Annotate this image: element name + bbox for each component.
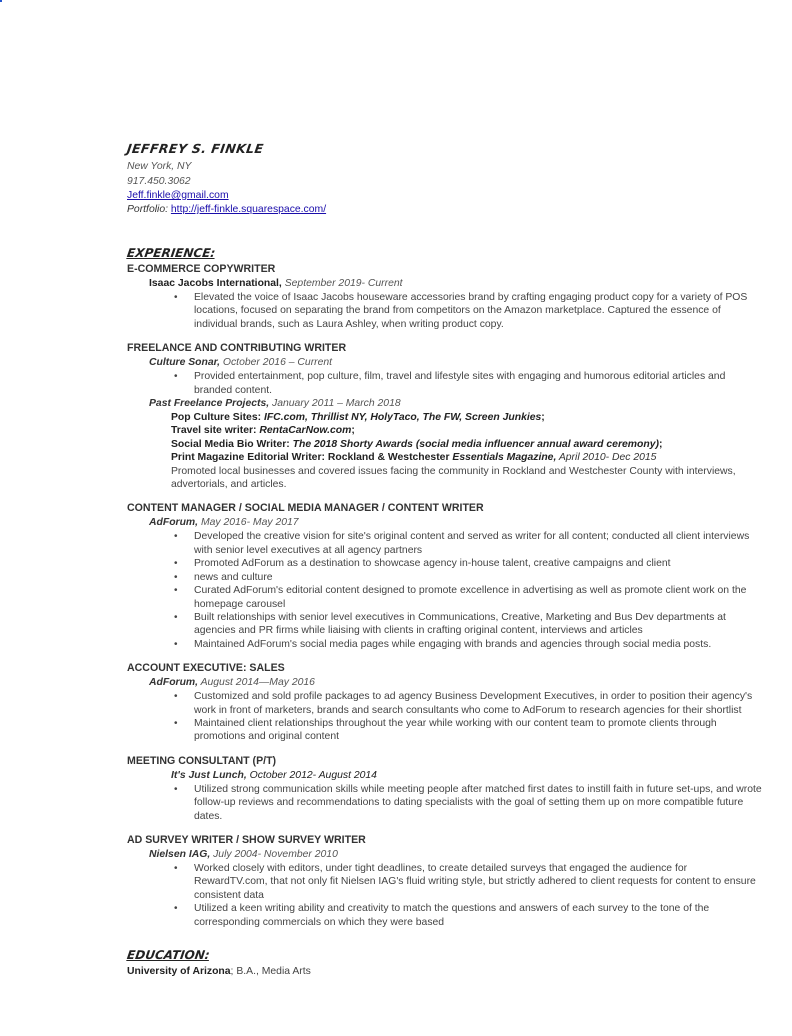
bullet-item: • Elevated the voice of Isaac Jacobs houseware accessories brand by crafting engaging product copy for a variety of POS locations, focused on separating the brand from competitors on the Amazon marketplace. Captured the essence of individual brands, such as Laura Ashley, when writing product copy. xyxy=(174,291,763,331)
job-title: FREELANCE AND CONTRIBUTING WRITER xyxy=(127,342,347,355)
job-meeting-consultant xyxy=(127,755,763,823)
experience-heading: EXPERIENCE: xyxy=(126,245,217,260)
print-description: Promoted local businesses and covered issues facing the community in Rockland and Westchester County with interviews, advertorials, and articles. xyxy=(171,465,736,491)
print-label: Print Magazine Editorial Writer: Rockland & Westchester xyxy=(171,452,453,464)
print-magazine: Essentials Magazine, xyxy=(452,452,557,464)
dates: July 2004- November 2010 xyxy=(210,848,338,860)
portfolio-label: Portfolio: xyxy=(127,204,171,216)
company: It's Just Lunch, xyxy=(171,769,247,781)
employer-line xyxy=(127,356,763,370)
travel-end: ; xyxy=(351,425,355,437)
job-freelance xyxy=(127,342,763,491)
dates: October 2016 – Current xyxy=(220,357,333,369)
school-name: University of Arizona xyxy=(127,966,231,978)
dates: October 2012- August 2014 xyxy=(246,769,377,781)
portfolio-link[interactable]: http://jeff-finkle.squarespace.com/ xyxy=(170,204,327,216)
bullet-item: • Provided entertainment, pop culture, film, travel and lifestyle sites with engaging and humorous editorial articles and branded content. xyxy=(174,370,763,397)
bullet-item: • Curated AdForum's editorial content designed to promote excellence in advertising as well as promote client work on the homepage carousel xyxy=(174,584,763,611)
print-dates: April 2010- Dec 2015 xyxy=(556,452,657,464)
bullet-item: • Utilized a keen writing ability and creativity to match the questions and answers of each survey to the tone of the corresponding commercials on which they were based xyxy=(174,902,763,929)
pop-culture-end: ; xyxy=(541,412,545,424)
email-link[interactable]: Jeff.finkle@gmail.com xyxy=(127,190,229,201)
travel-site: RentaCarNow.com xyxy=(259,425,352,437)
bullet-item: • Promoted AdForum as a destination to showcase agency in-house talent, creative campaigns and client xyxy=(174,557,763,570)
social-bio-end: ; xyxy=(658,438,663,450)
past-projects-label: Past Freelance Projects, xyxy=(149,398,270,410)
bullet-item: • Maintained AdForum's social media pages while engaging with brands and agencies through social media posts. xyxy=(174,638,763,651)
company: AdForum, xyxy=(149,517,199,529)
job-survey-writer xyxy=(127,834,763,929)
job-title: AD SURVEY WRITER / SHOW SURVEY WRITER xyxy=(127,833,366,846)
bullet-item: • Utilized strong communication skills while meeting people after matched first dates to instill faith in future set-ups, and wrote follow-up reviews and recommendations to dating specialists with the goal of setting them up on more compatible future dates. xyxy=(174,783,763,823)
pop-culture-line xyxy=(127,411,763,424)
dates: September 2019- Current xyxy=(281,278,403,289)
contact-block xyxy=(127,160,763,217)
bullet-item: • Built relationships with senior level executives in Communications, Creative, Marketing and Bus Dev departments at agencies and PR firms while liaising with clients in crafting original content, interviews and articles xyxy=(174,611,763,638)
bullet-list xyxy=(127,291,763,331)
job-title: CONTENT MANAGER / SOCIAL MEDIA MANAGER / CONTENT WRITER xyxy=(127,502,484,515)
pop-culture-sites: IFC.com, Thrillist NY, HolyTaco, The FW, Screen Junkies xyxy=(263,412,542,424)
company: Nielsen IAG, xyxy=(149,848,211,860)
travel-line xyxy=(127,424,763,437)
bullet-list xyxy=(127,862,763,929)
job-title: ACCOUNT EXECUTIVE: SALES xyxy=(127,662,285,675)
bullet-list xyxy=(127,690,763,744)
company: AdForum, xyxy=(149,677,199,689)
location: New York, NY xyxy=(127,161,192,173)
employer-line xyxy=(127,769,763,783)
job-title: MEETING CONSULTANT (P/T) xyxy=(127,754,277,767)
bullet-list xyxy=(127,530,763,651)
bullet-item: • news and culture xyxy=(174,571,763,584)
bullet-item: • Developed the creative vision for site's original content and served as writer for all content; conducted all client interviews with senior level executives at all agency partners xyxy=(174,530,763,557)
employer-line xyxy=(127,676,763,690)
phone: 917.450.3062 xyxy=(127,175,191,187)
social-bio-line xyxy=(127,438,763,451)
travel-label: Travel site writer: xyxy=(171,425,260,437)
pop-culture-label: Pop Culture Sites: xyxy=(171,412,264,424)
employer-line xyxy=(127,516,763,530)
bullet-list xyxy=(127,783,763,823)
company: Culture Sonar, xyxy=(149,357,221,369)
bullet-item: • Worked closely with editors, under tight deadlines, to create detailed surveys that engaged the audience for RewardTV.com, that not only fit Nielsen IAG's fluid writing style, but strictly adhered to client requests for content to ensure consistent data xyxy=(174,862,763,902)
social-bio-label: Social Media Bio Writer: xyxy=(171,438,293,450)
social-bio-site: The 2018 Shorty Awards (social media influencer annual award ceremony) xyxy=(292,438,659,450)
education-heading: EDUCATION: xyxy=(126,948,211,962)
candidate-name: JEFFREY S. FINKLE xyxy=(125,141,265,156)
employer-line xyxy=(127,848,763,862)
dates: August 2014—May 2016 xyxy=(198,677,315,689)
bullet-item: • Customized and sold profile packages to ad agency Business Development Executives, in order to position their agency's work in front of marketers, brands and search consultants who come to AdForum to research agencies for their shortlist xyxy=(174,690,763,717)
dates: May 2016- May 2017 xyxy=(198,517,299,529)
job-account-executive xyxy=(127,662,763,744)
corner-mark xyxy=(0,0,2,2)
employer-line xyxy=(127,277,763,291)
print-magazine-line xyxy=(127,451,763,464)
job-title: E-COMMERCE COPYWRITER xyxy=(127,263,276,275)
job-content-manager xyxy=(127,502,763,651)
company: Isaac Jacobs International, xyxy=(149,278,282,289)
past-projects-dates: January 2011 – March 2018 xyxy=(269,398,401,410)
job-ecommerce xyxy=(127,263,763,331)
bullet-item: • Maintained client relationships throughout the year while working with our content team to promote clients through promotions and original content xyxy=(174,717,763,744)
past-projects-line xyxy=(127,397,763,411)
education-entry xyxy=(127,965,763,978)
bullet-list xyxy=(127,370,763,397)
resume-page xyxy=(127,142,763,979)
degree: ; B.A., Media Arts xyxy=(230,966,311,978)
